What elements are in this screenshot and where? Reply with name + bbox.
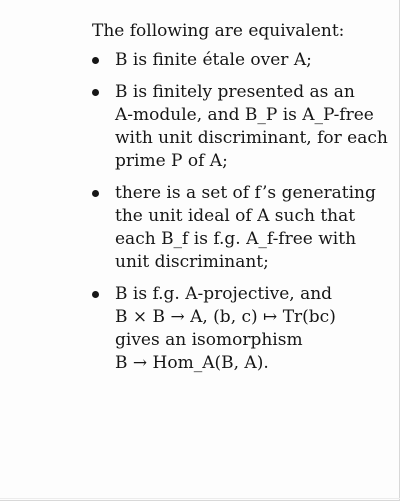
item-line: prime P of A; — [115, 151, 228, 171]
list-item — [92, 182, 392, 274]
bullet-icon — [92, 57, 99, 64]
item-line: B is f.g. A-projective, and — [115, 284, 333, 304]
item-line: gives an isomorphism — [115, 330, 303, 350]
list-item — [92, 49, 392, 72]
list-item — [92, 81, 392, 173]
bullet-icon — [92, 89, 99, 96]
item-line: with unit discriminant, for each — [115, 128, 388, 148]
item-line: each B_f is f.g. A_f-free with — [115, 229, 357, 249]
list-item — [92, 283, 392, 375]
item-line: B is finitely presented as an — [115, 82, 355, 102]
item-line: A-module, and B_P is A_P-free — [115, 105, 374, 125]
item-line: B → Hom_A(B, A). — [115, 353, 269, 373]
item-line: B is finite étale over A; — [115, 50, 312, 70]
equivalence-list — [92, 49, 392, 375]
item-line: the unit ideal of A such that — [115, 206, 356, 226]
item-line: unit discriminant; — [115, 252, 269, 272]
intro-text: The following are equivalent: — [92, 21, 345, 41]
bullet-icon — [92, 291, 99, 298]
item-line: B × B → A, (b, c) ↦ Tr(bc) — [115, 307, 336, 327]
item-line: there is a set of f’s generating — [115, 183, 376, 203]
page-edge — [0, 498, 400, 499]
slide-content — [92, 20, 392, 384]
bullet-icon — [92, 190, 99, 197]
